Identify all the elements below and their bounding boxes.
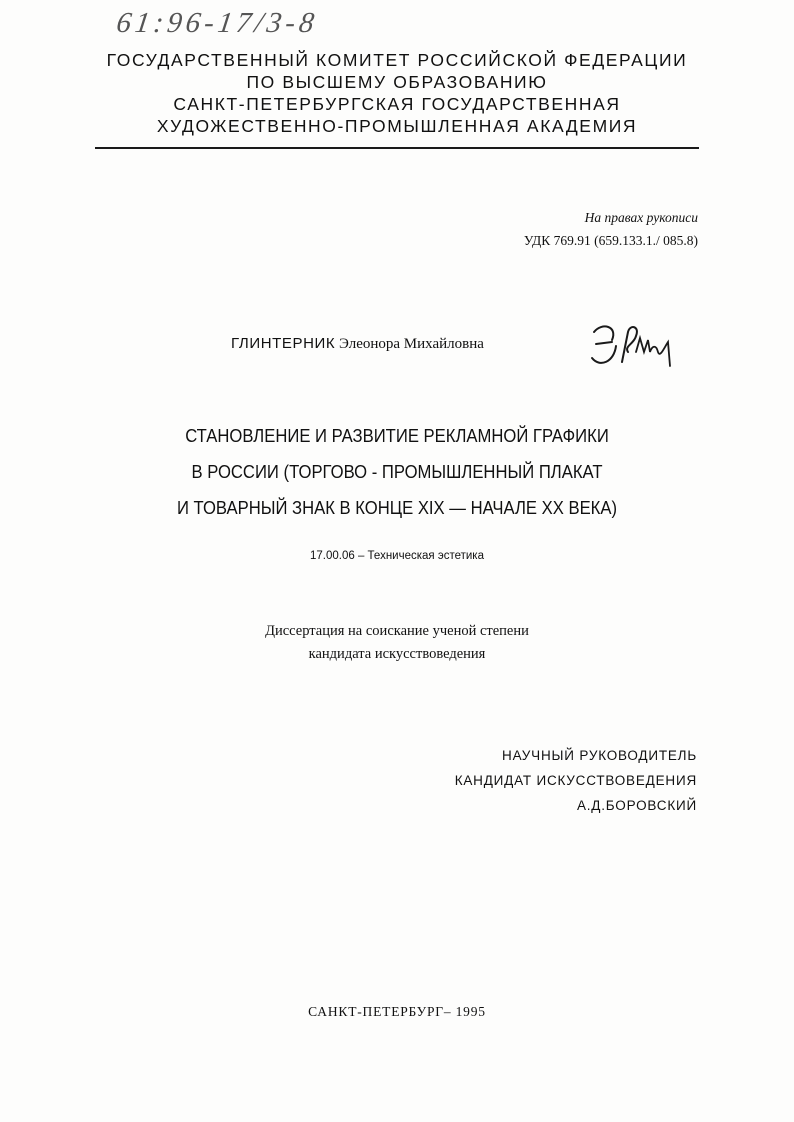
supervisor-block <box>455 743 697 818</box>
degree-statement <box>0 620 794 666</box>
archive-number-handwritten <box>112 0 402 42</box>
specialty-code: 17.00.06 – Техническая эстетика <box>310 550 484 562</box>
header-line: ХУДОЖЕСТВЕННО-ПРОМЫШЛЕННАЯ АКАДЕМИЯ <box>156 116 638 136</box>
supervisor-line: НАУЧНЫЙ РУКОВОДИТЕЛЬ <box>502 748 697 763</box>
author-given-names: Элеонора Михайловна <box>339 336 484 352</box>
title-line: И ТОВАРНЫЙ ЗНАК В КОНЦЕ XIX — НАЧАЛЕ XX ВЕКА) <box>176 497 618 518</box>
archive-number-text: 61:96-17/3-8 <box>114 7 320 39</box>
author-signature <box>584 318 676 372</box>
supervisor-line: А.Д.БОРОВСКИЙ <box>576 798 697 813</box>
city-year: САНКТ-ПЕТЕРБУРГ– 1995 <box>308 1004 486 1019</box>
header-divider <box>95 147 699 149</box>
header-line: САНКТ-ПЕТЕРБУРГСКАЯ ГОСУДАРСТВЕННАЯ <box>173 94 621 114</box>
author-surname: ГЛИНТЕРНИК <box>231 335 336 352</box>
title-line: СТАНОВЛЕНИЕ И РАЗВИТИЕ РЕКЛАМНОЙ ГРАФИКИ <box>185 425 609 446</box>
header-line: ПО ВЫСШЕМУ ОБРАЗОВАНИЮ <box>246 72 548 92</box>
dissertation-title <box>0 418 794 526</box>
manuscript-rights-block <box>524 206 698 252</box>
author-name <box>231 335 484 353</box>
udc-code: УДК 769.91 (659.133.1./ 085.8) <box>523 233 698 248</box>
header-line: ГОСУДАРСТВЕННЫЙ КОМИТЕТ РОССИЙСКОЙ ФЕДЕРАЦИИ <box>106 50 688 70</box>
title-line: В РОССИИ (ТОРГОВО - ПРОМЫШЛЕННЫЙ ПЛАКАТ <box>191 461 603 482</box>
degree-line: Диссертация на соискание ученой степени <box>265 623 529 639</box>
degree-line: кандидата искусствоведения <box>308 646 486 662</box>
supervisor-line: КАНДИДАТ ИСКУССТВОВЕДЕНИЯ <box>454 773 697 788</box>
manuscript-rights-label: На правах рукописи <box>584 210 698 225</box>
institution-header <box>0 49 794 137</box>
